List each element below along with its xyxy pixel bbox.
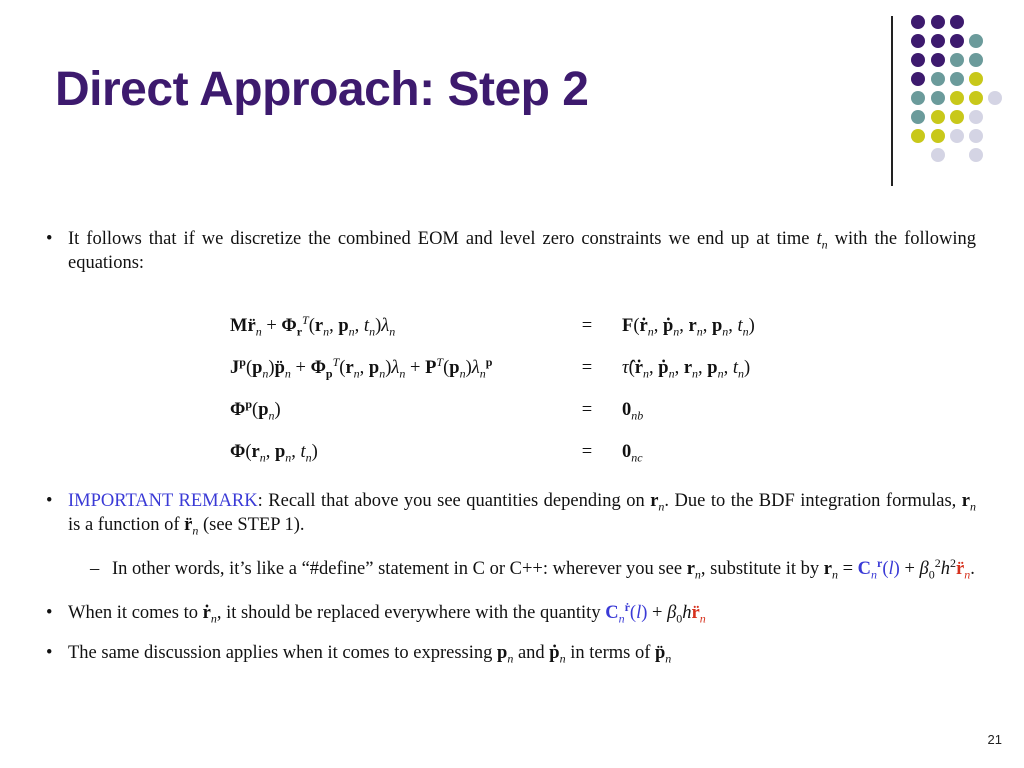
equation-rhs: τ̂(ṙ$_n$, ṗ$_n$, $r_n$, $p_n$, $t_n$) xyxy=(622,358,751,381)
equation-rhs: $0_{nb}$ xyxy=(622,400,644,423)
equation-row xyxy=(230,431,755,473)
bullet-text: The same discussion applies when it comes to expressing xyxy=(68,643,493,663)
decorative-dot xyxy=(931,148,945,162)
equation-row xyxy=(230,389,755,431)
page-number: 21 xyxy=(987,732,1002,747)
bullet-important-remark: • IMPORTANT REMARK: Recall that above you see quantities depending on $r_n$. Due to the BDF integration formulas, $r_n$ is a function of $r̈_n$ (see STEP 1). xyxy=(46,491,977,538)
dash-icon: – xyxy=(90,559,100,579)
intro-text: It follows that if we discretize the combined EOM and level zero constraints we end up at time xyxy=(68,229,810,249)
bullet-dot-icon: • xyxy=(46,229,53,249)
decorative-dot xyxy=(931,15,945,29)
bullet-text: and xyxy=(517,643,545,663)
decorative-dot xyxy=(950,72,964,86)
decorative-dot xyxy=(950,129,964,143)
decorative-dot xyxy=(950,91,964,105)
bullet-dot-icon: • xyxy=(46,491,53,511)
decorative-dot xyxy=(950,15,964,29)
important-remark-label: IMPORTANT REMARK xyxy=(68,491,258,511)
bullet-rdot-replacement: • When it comes to ṙ$_n$, it should be replaced everywhere with the quantity $C_n^ṙ(l)$ + $\beta_0hr̈_n$ xyxy=(46,599,706,626)
decorative-dot xyxy=(969,129,983,143)
decorative-dot xyxy=(950,110,964,124)
decorative-dot xyxy=(969,148,983,162)
decorative-dot xyxy=(911,34,925,48)
bullet-text: in terms of xyxy=(570,643,651,663)
equation-lhs: $\Phi(r_n$, $p_n$, $t_n$) xyxy=(230,442,318,465)
sub-text: In other words, it’s like a “#define” statement in C or C++: wherever you see xyxy=(112,559,683,579)
slide-content xyxy=(46,227,976,665)
equation-lhs: $J^p(p_n)p̈_n + \Phi_p^T(r_n$, $p_n)\lambda_n + P^T(p_n)\lambda_n^p$ xyxy=(230,354,493,381)
equation-lhs: $\Phi^p(p_n)$ xyxy=(230,396,281,423)
decorative-dot xyxy=(911,91,925,105)
bullet-dot-icon: • xyxy=(46,643,53,663)
decorative-dot xyxy=(969,91,983,105)
bullet-same-discussion: • The same discussion applies when it comes to expressing $p_n$ and ṗ$_n$ in terms of $p̈_n$ xyxy=(46,643,672,666)
decorative-dot xyxy=(931,34,945,48)
decorative-dot xyxy=(969,72,983,86)
equation-row xyxy=(230,347,755,389)
decorative-dot xyxy=(911,72,925,86)
equation-lhs: $Mr̈_n + \Phi_r^T(r_n$, $p_n$, $t_n)\lambda_n$ xyxy=(230,312,396,339)
decorative-dot xyxy=(931,110,945,124)
remark-text: (see STEP 1). xyxy=(202,515,305,535)
decorative-dot xyxy=(931,129,945,143)
sub-bullet-define: – In other words, it’s like a “#define” statement in C or C++: wherever you see $r_n$, substitute it by $r_n = C_n^r(l)$ + $\beta_0^2h^2r̈_n$. xyxy=(90,555,975,582)
decorative-dot xyxy=(911,129,925,143)
decorative-dot xyxy=(931,72,945,86)
equation-row xyxy=(230,305,755,347)
sub-text: , substitute it by xyxy=(700,559,820,579)
bullet-text: When it comes to xyxy=(68,603,198,623)
remark-text: : Recall that above you see quantities depending on xyxy=(257,491,645,511)
equals-sign: = xyxy=(581,316,593,336)
bullet-intro xyxy=(46,227,976,275)
decorative-dot xyxy=(950,34,964,48)
math-tn: $t_n$ xyxy=(816,229,828,252)
equals-sign: = xyxy=(581,358,593,378)
decorative-dot xyxy=(911,53,925,67)
bullet-dot-icon: • xyxy=(46,603,53,623)
decorative-dot xyxy=(931,53,945,67)
title-divider-line xyxy=(891,16,893,186)
bullet-text: , it should be replaced everywhere with the quantity xyxy=(216,603,601,623)
remark-text: is a function of xyxy=(68,515,180,535)
decorative-dot xyxy=(969,110,983,124)
equation-rhs: $0_{nc}$ xyxy=(622,442,643,465)
math-c-r: $C_n^r(l)$ xyxy=(857,555,900,582)
decorative-dot xyxy=(950,53,964,67)
math-c-rdot: $C_n^ṙ(l)$ xyxy=(605,599,648,626)
equals-sign: = xyxy=(581,400,593,420)
decorative-dot xyxy=(911,15,925,29)
decorative-dot xyxy=(931,91,945,105)
intro-tail: with the following equations: xyxy=(68,229,977,273)
decorative-dot xyxy=(969,34,983,48)
decorative-dot xyxy=(988,91,1002,105)
decorative-dot xyxy=(969,53,983,67)
equation-rhs: F(ṙ$_n$, ṗ$_n$, $r_n$, $p_n$, $t_n$) xyxy=(622,316,755,339)
remark-text: . Due to the BDF integration formulas, xyxy=(664,491,957,511)
equation-system xyxy=(230,305,755,473)
decorative-dot xyxy=(911,110,925,124)
slide-title: Direct Approach: Step 2 xyxy=(55,63,589,116)
equals-sign: = xyxy=(581,442,593,462)
